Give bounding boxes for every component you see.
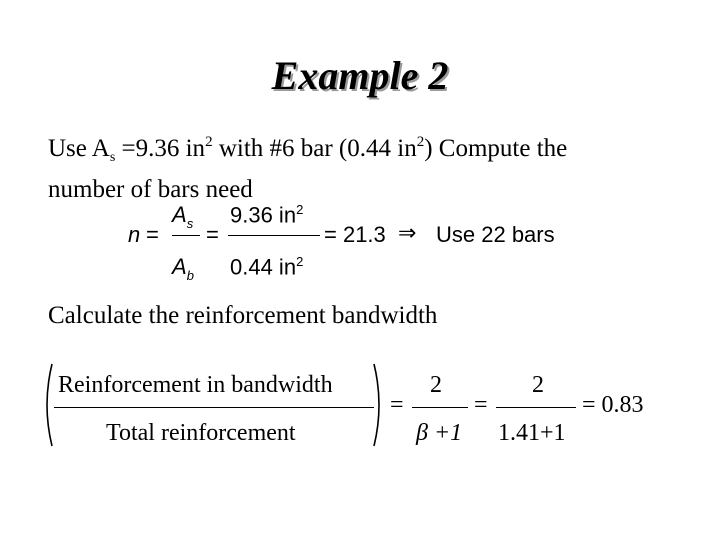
eq2-frac2-num: 2 xyxy=(430,372,442,398)
eq2-equals-1: = xyxy=(390,392,404,418)
after-bar-text: ) Compute the xyxy=(424,135,568,162)
eq2-frac2-bar xyxy=(412,407,468,408)
eq1-den-value: 0.44 $in^2$ xyxy=(230,254,304,280)
number-of-bars-equation xyxy=(128,198,588,282)
implies-arrow: ⇒ xyxy=(398,220,417,245)
problem-statement xyxy=(48,126,698,206)
slide-title: Example 2 xyxy=(271,53,449,98)
eq1-frac2-bar xyxy=(228,235,320,236)
eq2-frac3-num: 2 xyxy=(532,372,544,398)
problem-use-text: Use A xyxy=(48,135,110,162)
eq2-result: = 0.83 xyxy=(582,392,644,418)
right-paren xyxy=(372,362,386,448)
eq1-lhs: n xyxy=(128,222,141,247)
eq2-numerator: Reinforcement in bandwidth xyxy=(58,372,333,398)
problem-line-2: number of bars need xyxy=(48,176,253,203)
area-exponent: 2 xyxy=(205,134,213,150)
calc-heading: Calculate the reinforcement bandwidth xyxy=(48,302,438,329)
eq2-frac3-bar xyxy=(496,407,576,408)
eq2-denominator: Total reinforcement xyxy=(106,420,296,446)
eq1-result: = 21.3 xyxy=(324,222,386,247)
eq2-frac1-bar xyxy=(54,407,374,408)
eq1-num-value: 9.36 $in^2$ xyxy=(230,202,304,228)
bar-exponent: 2 xyxy=(416,134,425,150)
eq1-equals-2: = xyxy=(206,222,219,247)
eq1-num-var: $A_s$ xyxy=(172,202,194,231)
eq1-equals: = xyxy=(146,222,159,247)
eq2-frac3-den: 1.41+1 xyxy=(498,420,566,446)
eq2-frac2-den: β +1 xyxy=(416,420,463,446)
eq1-den-var: $A_b$ xyxy=(172,254,194,283)
as-subscript: s xyxy=(109,150,116,165)
left-paren xyxy=(40,362,54,448)
eq2-equals-2: = xyxy=(474,392,488,418)
area-value: =9.36 in xyxy=(115,135,206,162)
eq1-frac1-bar xyxy=(172,235,200,236)
with-bar-text: with #6 bar (0.44 in xyxy=(212,135,417,162)
eq1-conclusion: Use 22 bars xyxy=(436,222,555,247)
bandwidth-equation xyxy=(40,362,680,452)
